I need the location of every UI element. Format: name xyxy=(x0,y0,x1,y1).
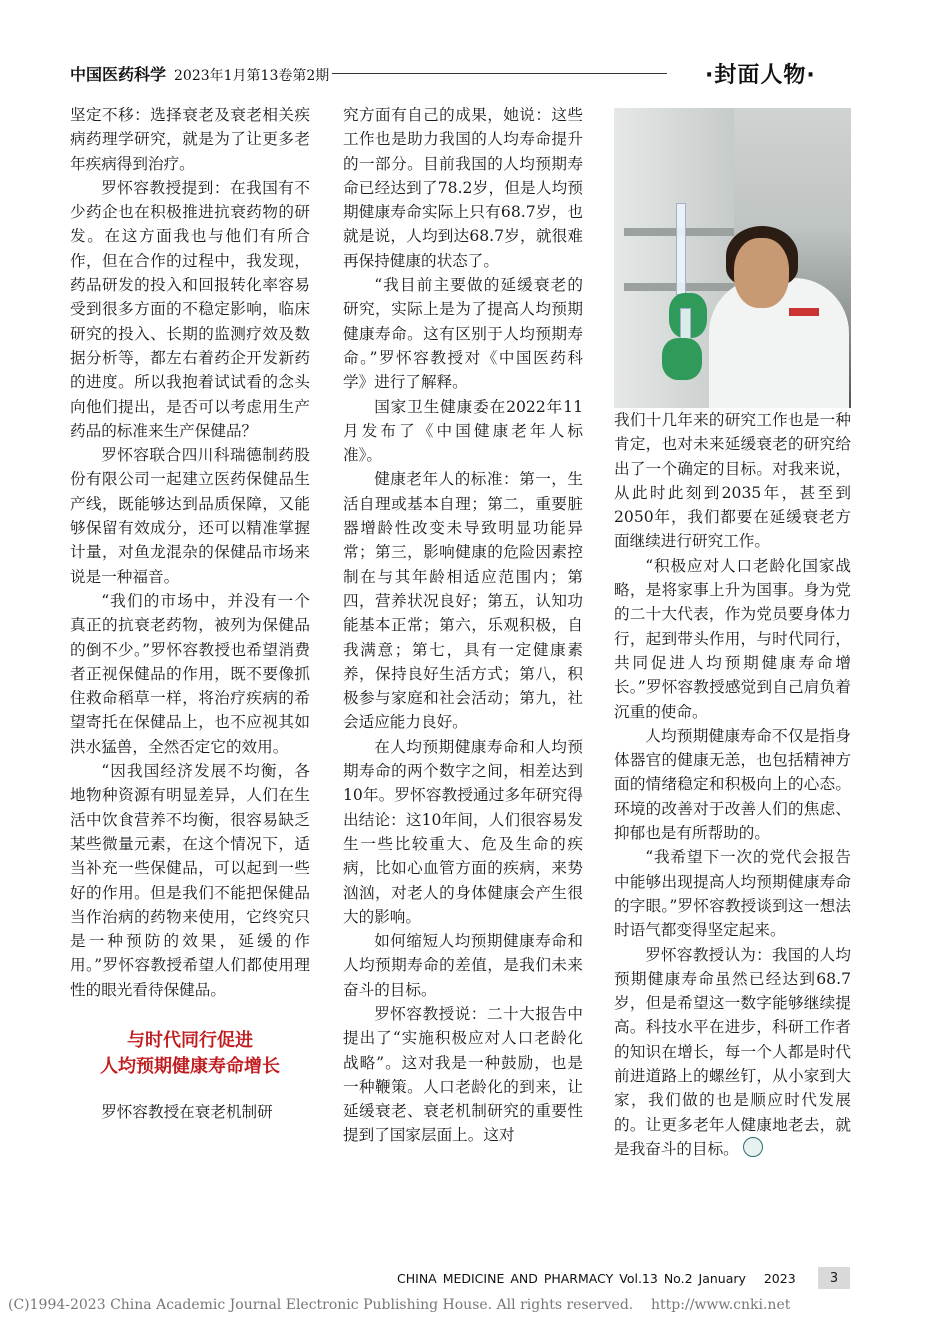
section-subheading xyxy=(70,1028,310,1080)
paragraph: 罗怀容教授说：二十大报告中提出了“实施积极应对人口老龄化战略”。这对我是一种鼓励，也是一种鞭策。人口老龄化的到来，让延缓衰老、衰老机制研究的重要性提到了国家层面上。这对 xyxy=(343,1004,583,1145)
paragraph: 罗怀容联合四川科瑞德制药股份有限公司一起建立医药保健品生产线，既能够达到品质保障，又能够保留有效成分，还可以精准掌握计量，对鱼龙混杂的保健品市场来说是一种福音。 xyxy=(70,446,310,586)
paragraph: 人均预期健康寿命不仅是指身体器官的健康无恙，也包括精神方面的情绪稳定和积极向上的心态。环境的改善对于改善人们的焦虑、抑郁也是有所帮助的。 xyxy=(614,726,851,843)
paragraph: “我们的市场中，并没有一个真正的抗衰老药物，被列为保健品的倒不少。”罗怀容教授也希望消费者正视保健品的作用，既不要像抓住救命稻草一样，将治疗疾病的希望寄托在保健品上，也不应视其如洪水猛兽，全然否定它的效用。 xyxy=(70,591,310,756)
test-tube xyxy=(676,203,686,295)
footer-journal: CHINA MEDICINE AND PHARMACY xyxy=(397,1271,614,1286)
paragraph: “积极应对人口老龄化国家战略，是将家事上升为国事。身为党的二十大代表，作为党员要身体力行，起到带头作用，与时代同行，共同促进人均预期健康寿命增长。”罗怀容教授感觉到自己肩负着沉重的使命。 xyxy=(614,556,851,721)
column-right xyxy=(614,408,851,1161)
paragraph: 我们十几年来的研究工作也是一种肯定，也对未来延缓衰老的研究给出了一个确定的目标。对我来说，从此时此刻到2035年，甚至到2050年，我们都要在延缓衰老方面继续进行研究工作。 xyxy=(614,411,851,551)
copyright-notice: (C)1994-2023 China Academic Journal Electronic Publishing House. All rights reserved. http://www.cnki.net xyxy=(8,1297,791,1313)
footer-date: January 2023 xyxy=(698,1271,796,1286)
paragraph: 国家卫生健康委在2022年11月发布了《中国健康老年人标准》。 xyxy=(343,397,583,465)
coat-badge xyxy=(789,308,819,316)
paragraph: 罗怀容教授在衰老机制研 xyxy=(101,1102,273,1121)
paragraph: 坚定不移：选择衰老及衰老相关疾病药理学研究，就是为了让更多老年疾病得到治疗。 xyxy=(70,106,310,173)
paragraph: 如何缩短人均预期健康寿命和人均预期寿命的差值，是我们未来奋斗的目标。 xyxy=(343,932,583,999)
section-title: ·封面人物· xyxy=(705,63,816,88)
journal-logo: 中国医药科学 xyxy=(70,65,167,84)
paragraph: 健康老年人的标准：第一，生活自理或基本自理；第二，重要脏器增龄性改变未导致明显功能异常；第三，影响健康的危险因素控制在与其年龄相适应范围内；第四，营养状况良好；第五，认知功能基本正常；第六，乐观积极，自我满意；第七，具有一定健康素养，保持良好生活方式；第八，积极参与家庭和社会活动；第九，社会适应能力良好。 xyxy=(343,470,583,732)
paragraph: 究方面有自己的成果，她说：这些工作也是助力我国的人均寿命提升的一部分。目前我国的人均预期寿命已经达到了78.2岁，但是人均预期健康寿命实际上只有68.7岁，也就是说，人均到达68.7岁，就很难再保持健康的状态了。 xyxy=(343,106,583,270)
subheading-line: 人均预期健康寿命增长 xyxy=(100,1055,280,1077)
subheading-line: 与时代同行促进 xyxy=(127,1029,253,1051)
running-header xyxy=(70,62,329,85)
paragraph: 在人均预期健康寿命和人均预期寿命的两个数字之间，相差达到10年。罗怀容教授通过多年研究得出结论：这10年间，人们很容易发生一些比较重大、危及生命的疾病，比如心血管方面的疾病，来势汹汹，对老人的身体健康会产生很大的影响。 xyxy=(343,737,583,926)
page-number: 3 xyxy=(818,1267,850,1289)
footer xyxy=(397,1271,796,1286)
paragraph-text: 罗怀容教授认为：我国的人均预期健康寿命虽然已经达到68.7岁，但是希望这一数字能够继续提高。科技水平在进步，科研工作者的知识在增长，每一个人都是时代前进道路上的螺丝钉，从小家到大家，我们做的也是顺应时代发展的。让更多老年人健康地老去，就是我奋斗的目标。 xyxy=(614,945,851,1158)
paragraph: “我希望下一次的党代会报告中能够出现提高人均预期健康寿命的字眼。”罗怀容教授谈到这一想法时语气都变得坚定起来。 xyxy=(614,848,851,940)
green-glove xyxy=(662,338,702,380)
footer-volume: Vol.13 xyxy=(619,1271,658,1286)
header-rule xyxy=(332,73,667,74)
paragraph: “因我国经济发展不均衡，各地物种资源有明显差异，人们在生活中饮食营养不均衡，很容易缺乏某些微量元素，在这个情况下，适当补充一些保健品，可以起到一些好的作用。但是我们不能把保健品当作治病的药物来使用，它终究只是一种预防的效果，延缓的作用。”罗怀容教授希望人们都使用理性的眼光看待保健品。 xyxy=(70,762,310,999)
column-middle xyxy=(343,103,583,1148)
end-mark-icon xyxy=(743,1137,763,1157)
paragraph: “我目前主要做的延缓衰老的研究，实际上是为了提高人均预期健康寿命。这有区别于人均预期寿命。”罗怀容教授对《中国医药科学》进行了解释。 xyxy=(343,276,583,392)
footer-number: No.2 xyxy=(663,1271,693,1286)
face xyxy=(734,238,789,308)
paragraph: 罗怀容教授提到：在我国有不少药企也在积极推进抗衰药物的研发。在这方面我也与他们有所合作，但在合作的过程中，我发现，药品研发的投入和回报转化率容易受到很多方面的不稳定影响，临床研究的投入、长期的监测疗效及数据分析等，都左右着药企开发新药的进度。所以我抱着试试看的念头向他们提出，是否可以考虑用生产药品的标准来生产保健品？ xyxy=(70,178,310,440)
column-left xyxy=(70,103,310,1124)
issue-info: 2023年1月第13卷第2期 xyxy=(174,68,330,84)
paragraph xyxy=(614,943,851,1162)
cover-portrait-photo xyxy=(614,108,851,408)
